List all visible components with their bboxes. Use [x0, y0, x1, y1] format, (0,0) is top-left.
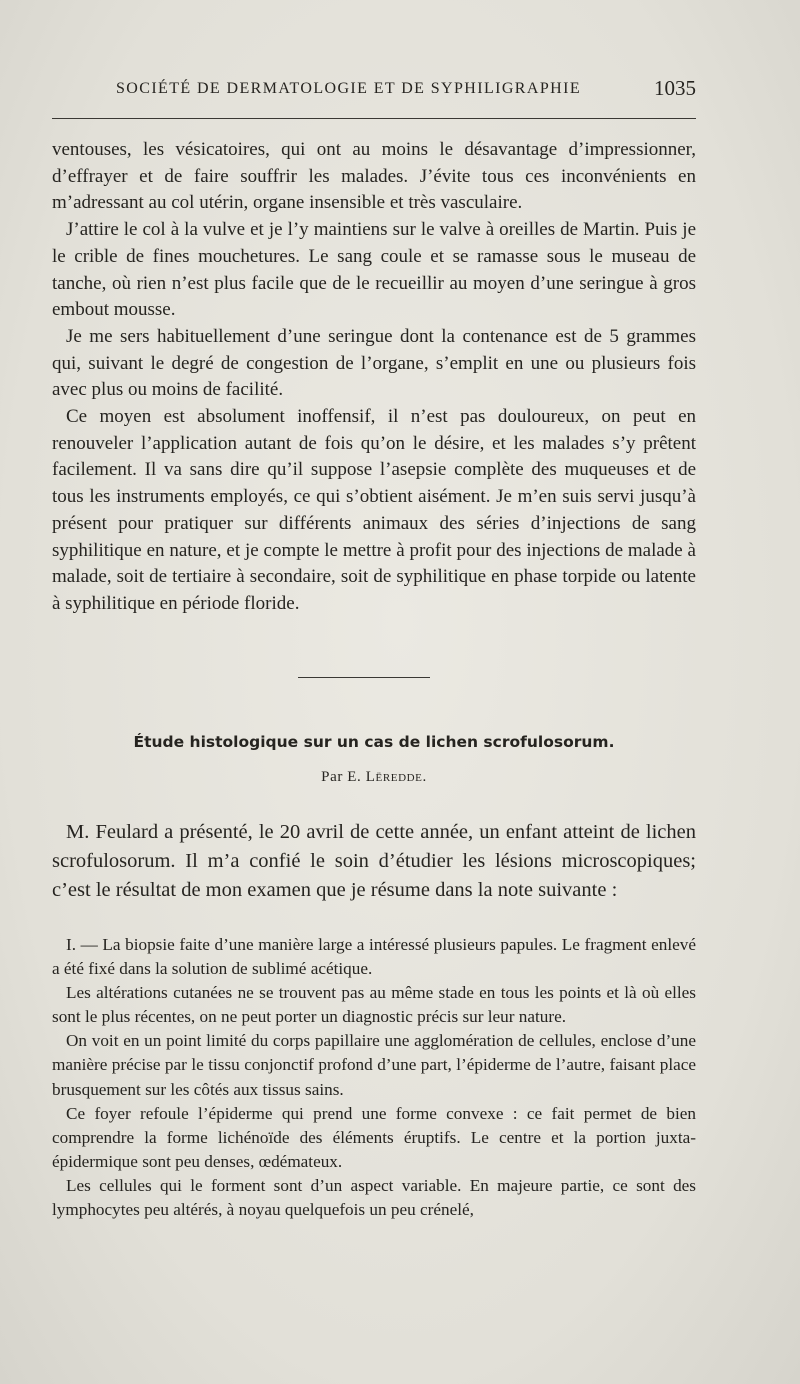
author-byline	[52, 769, 696, 786]
paragraph: ventouses, les vésicatoires, qui ont au moins le désavantage d’impressionner, d’effrayer et de faire souffrir les malades. J’évite tous ces inconvénients en m’adressant au col utérin, organe insensible et très vasculaire.	[52, 139, 696, 214]
previous-article-text	[52, 137, 696, 618]
byline-prefix: Par E.	[321, 769, 362, 785]
lead-paragraph: M. Feulard a présenté, le 20 avril de cette année, un enfant atteint de lichen scrofulosorum. Il m’a confié le soin d’étudier les lésions microscopiques; c’est le résultat de mon examen que je résume dans la note suivante :	[52, 821, 696, 901]
paragraph: Ce moyen est absolument inoffensif, il n’est pas douloureux, on peut en renouveler l’application autant de fois qu’on le désire, et les malades s’y prêtent facilement. Il va sans dire qu’il suppose l’asepsie complète des muqueuses et de tous les instruments employés, ce qui s’obtient aisément. Je m’en suis servi jusqu’à présent pour pratiquer sur différents animaux des séries d’injections de sang syphilitique en nature, et je compte le mettre à profit pour des injections de malade à malade, soit de tertiaire à secondaire, soit de syphilitique en phase torpide ou latente à syphilitique en période floride.	[52, 406, 696, 614]
paragraph: Je me sers habituellement d’une seringue dont la contenance est de 5 grammes qui, suivant le degré de congestion de l’organe, s’emplit en une ou plusieurs fois avec plus ou moins de facilité.	[52, 325, 696, 401]
paragraph: On voit en un point limité du corps papillaire une agglomération de cellules, enclose d’une manière précise par le tissu conjonctif profond d’une part, l’épiderme de l’autre, faisant place brusquement sur les côtés aux tissus sains.	[52, 1031, 696, 1099]
paragraph: Les altérations cutanées ne se trouvent pas au même stade en tous les points et là où elles sont le plus récentes, on ne peut porter un diagnostic précis sur leur nature.	[52, 983, 696, 1027]
section-separator	[298, 677, 430, 678]
header-rule	[52, 118, 696, 119]
paragraph: Les cellules qui le forment sont d’un aspect variable. En majeure partie, ce sont des lymphocytes peu altérés, à noyau quelquefois un peu crénelé,	[52, 1175, 696, 1220]
author-name: Lëredde.	[365, 769, 427, 785]
article-body	[52, 933, 696, 1222]
paragraph: Ce foyer refoule l’épiderme qui prend une forme convexe : ce fait permet de bien comprendre la forme lichénoïde des éléments éruptifs. Le centre et la portion juxta-épidermique sont peu denses, œdémateux.	[52, 1103, 696, 1171]
running-title: SOCIÉTÉ DE DERMATOLOGIE ET DE SYPHILIGRAPHIE	[116, 80, 581, 97]
paragraph: J’attire le col à la vulve et je l’y maintiens sur le valve à oreilles de Martin. Puis je le crible de fines mouchetures. Le sang coule et se ramasse sous le museau de tanche, où rien n’est plus facile que de le recueillir au moyen d’une seringue à gros embout mousse.	[52, 219, 696, 321]
paragraph: I. — La biopsie faite d’une manière large a intéressé plusieurs papules. Le fragment enlevé a été fixé dans la solution de sublimé acétique.	[52, 935, 696, 979]
article-title: Étude histologique sur un cas de lichen scrofulosorum.	[133, 733, 615, 751]
lead-paragraph-block	[52, 818, 696, 905]
running-head	[52, 76, 696, 100]
page-number: 1035	[654, 76, 696, 100]
